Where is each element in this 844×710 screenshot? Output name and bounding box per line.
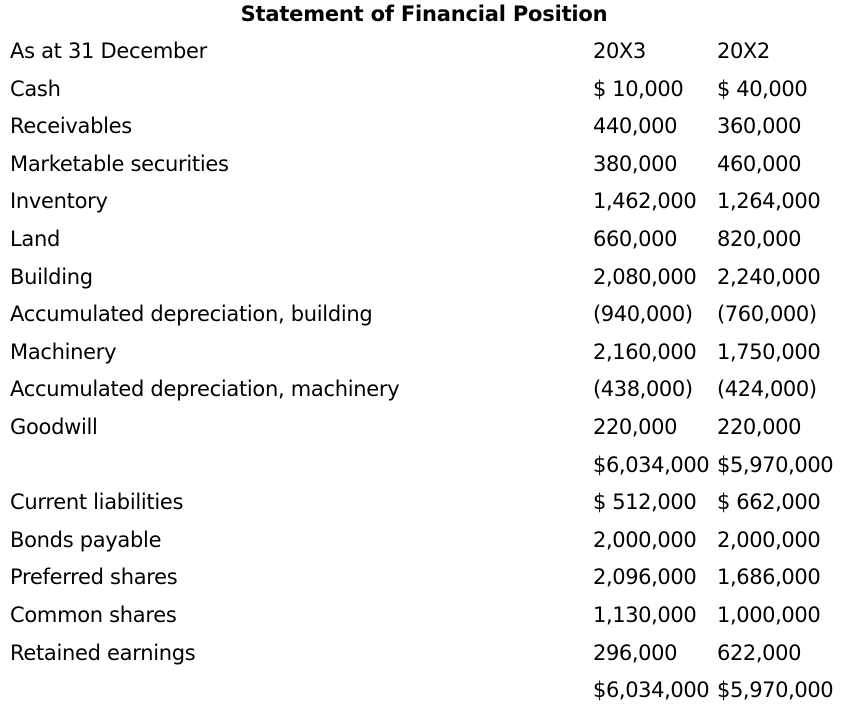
date-label: As at 31 December [10,39,207,63]
row-label: Accumulated depreciation, building [10,302,373,327]
row-label: Inventory [10,189,108,214]
value-20x3: 2,080,000 [593,264,697,289]
total-20x2: $5,970,000 [717,678,834,703]
table-row [0,484,844,522]
row-label: Machinery [10,339,117,364]
row-label: Accumulated depreciation, machinery [10,377,400,402]
value-20x3: 2,000,000 [593,527,697,552]
column-header-20x3: 20X3 [593,39,646,63]
value-20x2: $ 40,000 [717,76,808,101]
value-20x2: 1,686,000 [717,565,821,590]
value-20x2: 360,000 [717,114,802,139]
total-20x3: $6,034,000 [593,678,710,703]
table-row [0,597,844,635]
value-20x2: (760,000) [717,302,817,327]
value-20x2: 460,000 [717,151,802,176]
table-row [0,334,844,372]
value-20x3: $ 512,000 [593,490,697,515]
table-row [0,371,844,409]
table-row [0,296,844,334]
table-row [0,146,844,184]
value-20x3: 440,000 [593,114,678,139]
row-label: Goodwill [10,414,98,439]
value-20x3: 2,160,000 [593,339,697,364]
value-20x3: 380,000 [593,151,678,176]
table-row [0,522,844,560]
value-20x2: $ 662,000 [717,490,821,515]
table-header-row [0,33,844,71]
total-20x2: $5,970,000 [717,452,834,477]
value-20x2: 2,240,000 [717,264,821,289]
statement-title: Statement of Financial Position [240,2,608,26]
value-20x2: 622,000 [717,640,802,665]
value-20x2: 1,000,000 [717,602,821,627]
row-label: Bonds payable [10,527,162,552]
row-label: Common shares [10,602,177,627]
value-20x3: 660,000 [593,226,678,251]
value-20x2: 220,000 [717,414,802,439]
row-label: Preferred shares [10,565,178,590]
table-row [0,71,844,109]
table-row [0,635,844,673]
value-20x3: 2,096,000 [593,565,697,590]
table-row [0,183,844,221]
table-row [0,409,844,447]
liabilities-equity-total-row [0,672,844,710]
table-row [0,259,844,297]
row-label: Marketable securities [10,151,229,176]
value-20x2: 1,750,000 [717,339,821,364]
row-label: Retained earnings [10,640,196,665]
value-20x3: $ 10,000 [593,76,684,101]
row-label: Receivables [10,114,132,139]
table-row [0,221,844,259]
total-20x3: $6,034,000 [593,452,710,477]
value-20x2: 820,000 [717,226,802,251]
row-label: Building [10,264,93,289]
financial-position-table [0,33,844,710]
row-label: Current liabilities [10,490,184,515]
column-header-20x2: 20X2 [717,39,770,63]
table-row [0,108,844,146]
value-20x2: 1,264,000 [717,189,821,214]
row-label: Cash [10,76,61,101]
value-20x3: (940,000) [593,302,693,327]
value-20x2: 2,000,000 [717,527,821,552]
row-label: Land [10,226,61,251]
value-20x3: 296,000 [593,640,678,665]
value-20x3: 1,462,000 [593,189,697,214]
value-20x3: 1,130,000 [593,602,697,627]
table-row [0,559,844,597]
value-20x3: 220,000 [593,414,678,439]
value-20x2: (424,000) [717,377,817,402]
value-20x3: (438,000) [593,377,693,402]
assets-total-row [0,447,844,485]
